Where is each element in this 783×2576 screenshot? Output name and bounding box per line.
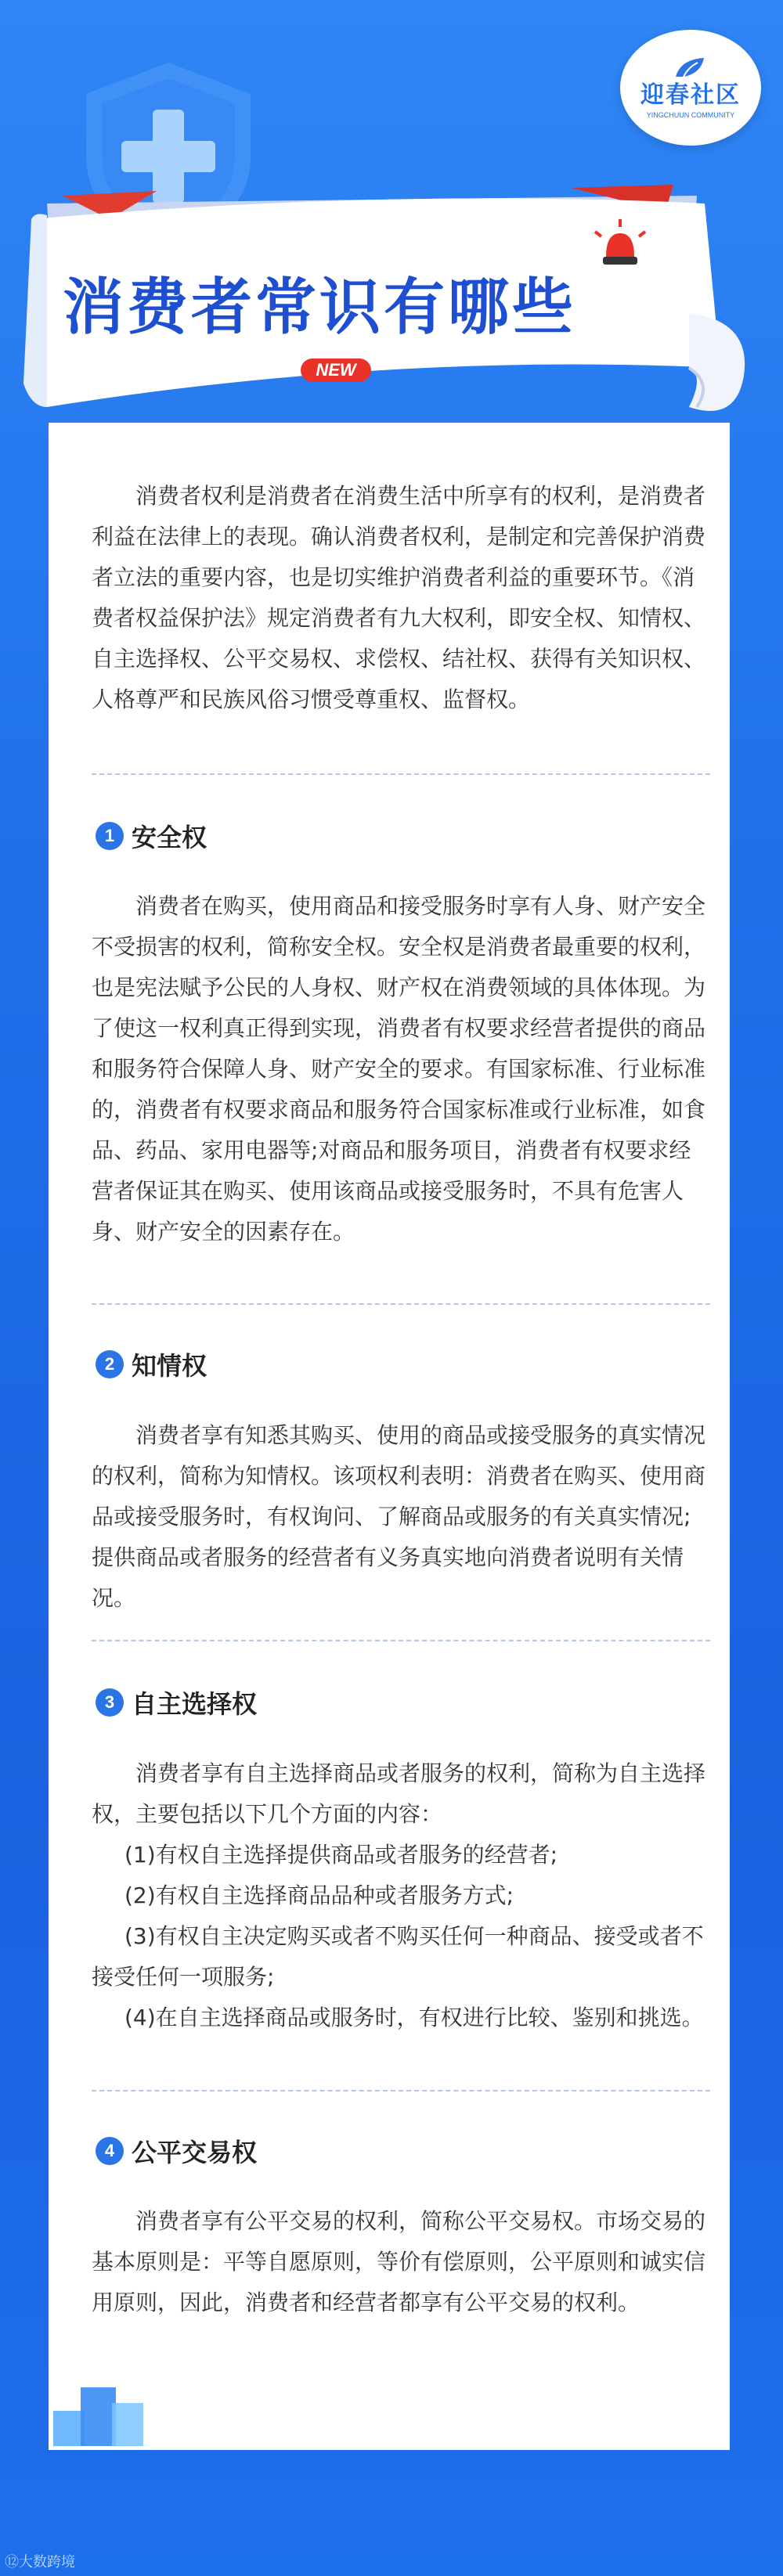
community-logo [620, 30, 761, 146]
section-list-item: (3)有权自主决定购买或者不购买任何一种商品、接受或者不接受任何一项服务; [92, 1923, 704, 1990]
section-title: 自主选择权 [132, 1689, 258, 1719]
divider [92, 2090, 710, 2091]
decorative-cubes-icon [45, 2364, 155, 2450]
section-number-badge: 4 [96, 2137, 124, 2165]
section-number-badge: 3 [96, 1688, 124, 1717]
section-number-badge: 1 [96, 822, 124, 850]
divider [92, 1303, 710, 1305]
section-title: 安全权 [132, 823, 207, 852]
section-header-1 [96, 818, 207, 854]
section-body-2 [92, 1415, 710, 1619]
new-badge: NEW [301, 358, 371, 382]
section-header-4 [96, 2133, 257, 2169]
section-body-4 [92, 2201, 710, 2323]
section-title: 公平交易权 [132, 2138, 258, 2167]
section-number-badge: 2 [96, 1350, 124, 1378]
watermark: ⑫大数跨境 [5, 2554, 75, 2570]
section-title: 知情权 [132, 1351, 207, 1381]
logo-title: 迎春社区 [640, 82, 741, 108]
intro-paragraph: 消费者权利是消费者在消费生活中所享有的权利，是消费者利益在法律上的表现。确认消费者权利，是制定和完善保护消费者立法的重要内容，也是切实维护消费者利益的重要环节。《消费者权益保护法》规定消费者有九大权利，即安全权、知情权、自主选择权、公平交易权、求偿权、结社权、获得有关知识权、人格尊严和民族风俗习惯受尊重权、监督权。 [92, 483, 706, 712]
section-list-item: (4)在自主选择商品或服务时，有权进行比较、鉴别和挑选。 [124, 2005, 704, 2030]
section-list-item: (2)有权自主选择商品品种或者服务方式; [124, 1882, 514, 1908]
section-body-1 [92, 886, 710, 1252]
logo-subtitle: YINGCHUUN COMMUNITY [646, 111, 735, 119]
divider [92, 1640, 710, 1641]
section-body-3 [92, 1753, 710, 2038]
section-paragraph: 消费者在购买，使用商品和接受服务时享有人身、财产安全不受损害的权利，简称安全权。安全权是消费者最重要的权利，也是宪法赋予公民的人身权、财产权在消费领域的具体体现。为了使这一权利真正得到实现，消费者有权要求经营者提供的商品和服务符合保障人身、财产安全的要求。有国家标准、行业标准的，消费者有权要求商品和服务符合国家标准或行业标准，如食品、药品、家用电器等;对商品和服务项目，消费者有权要求经营者保证其在购买、使用该商品或接受服务时，不具有危害人身、财产安全的因素存在。 [92, 893, 706, 1245]
section-paragraph: 消费者享有公平交易的权利，简称公平交易权。市场交易的基本原则是：平等自愿原则，等价有偿原则，公平原则和诚实信用原则，因此，消费者和经营者都享有公平交易的权利。 [92, 2208, 706, 2315]
section-paragraph: 消费者享有知悉其购买、使用的商品或接受服务的真实情况的权利，简称为知情权。该项权利表明：消费者在购买、使用商品或接受服务时，有权询问、了解商品或服务的有关真实情况;提供商品或者服务的经营者有义务真实地向消费者说明有关情况。 [92, 1422, 706, 1611]
section-header-3 [96, 1684, 257, 1720]
section-header-2 [96, 1346, 207, 1382]
page-title: 消费者常识有哪些 [63, 272, 577, 343]
divider [92, 773, 710, 775]
section-paragraph: 消费者享有自主选择商品或者服务的权利，简称为自主选择权，主要包括以下几个方面的内容： [92, 1760, 706, 1827]
section-list-item: (1)有权自主选择提供商品或者服务的经营者; [124, 1842, 558, 1868]
content-card [49, 423, 730, 2450]
